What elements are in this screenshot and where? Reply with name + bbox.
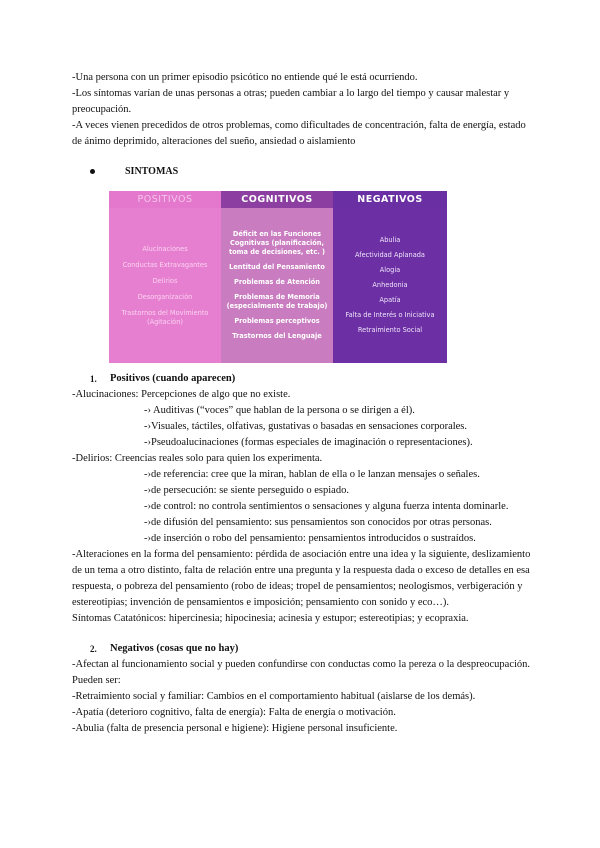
section-heading-positive: [72, 371, 532, 387]
section-line: -Alteraciones en la forma del pensamiento: pérdida de asociación entre una idea y la siguiente, deslizamiento de un tema a otro distinto, falta de relación entre una pregunta y la respuesta dada o exceso de detalles en esa respuesta, o pobreza del pensamiento (robo de ideas; tropel de pensamientos; neologismos, verbigeración y estereotipias; invención de pensamientos e imposición; pensamiento con sonido y eco…).: [72, 549, 531, 608]
negative-column: [333, 191, 447, 363]
intro-paragraph: -Una persona con un primer episodio psicótico no entiende qué le está ocurriendo.: [72, 72, 418, 83]
symptoms-heading-text: SINTOMAS: [125, 166, 179, 177]
section-line: -›Visuales, táctiles, olfativas, gustativas o basadas en sensaciones corporales.: [144, 421, 468, 432]
section-line: -Delirios: Creencias reales solo para quien los experimenta.: [72, 453, 323, 464]
symptom-item: Lentitud del Pensamiento: [229, 263, 325, 271]
symptom-item: Desorganización: [137, 292, 193, 301]
symptom-item: Trastornos del Movimiento (Agitación): [121, 308, 209, 326]
positive-header: POSITIVOS: [109, 191, 221, 208]
document-page: [72, 70, 532, 737]
symptom-item: Retraimiento Social: [357, 326, 423, 334]
section-line: -›de control: no controla sentimientos o sensaciones y alguna fuerza intenta dominarle.: [144, 501, 509, 512]
symptom-item: Alogia: [379, 266, 401, 274]
section-title: Negativos (cosas que no hay): [110, 643, 239, 654]
symptom-item: Déficit en las Funciones Cognitivas (planificación, toma de decisiones, etc. ): [228, 230, 326, 256]
positive-items: [109, 208, 221, 363]
section-line: -Abulia (falta de presencia personal e higiene): Higiene personal insuficiente.: [72, 723, 398, 734]
section-line: -Alucinaciones: Percepciones de algo que no existe.: [72, 389, 291, 400]
symptom-item: Falta de Interés o Iniciativa: [345, 311, 435, 319]
section-number: 2.: [90, 644, 97, 654]
symptom-item: Problemas perceptivos: [234, 317, 320, 325]
section-title: Positivos (cuando aparecen): [110, 373, 236, 384]
section-body-negative: [72, 657, 532, 737]
intro-block: [72, 70, 532, 150]
section-line: -Retraimiento social y familiar: Cambios en el comportamiento habitual (aislarse de los demás).: [72, 691, 476, 702]
symptom-item: Alucinaciones: [142, 244, 188, 253]
section-line: -›de difusión del pensamiento: sus pensamientos son conocidos por otras personas.: [144, 517, 492, 528]
section-body-positive: [72, 387, 532, 627]
section-number: 1.: [90, 374, 97, 384]
section-line: -› Auditivas (“voces” que hablan de la persona o se dirigen a él).: [144, 405, 415, 416]
symptom-item: Anhedonia: [372, 281, 408, 289]
cognitive-header: COGNITIVOS: [221, 191, 333, 208]
section-line: -Apatía (deterioro cognitivo, falta de energía): Falta de energía o motivación.: [72, 707, 396, 718]
symptom-item: Delirios: [152, 276, 178, 285]
section-line: -›de persecución: se siente perseguido o espiado.: [144, 485, 349, 496]
symptom-item: Apatía: [379, 296, 401, 304]
intro-paragraph: -Los síntomas varían de unas personas a otras; pueden cambiar a lo largo del tiempo y causar malestar y preocupación.: [72, 88, 510, 115]
positive-column: [109, 191, 221, 363]
symptom-item: Trastornos del Lenguaje: [232, 332, 322, 340]
section-line: -›de inserción o robo del pensamiento: pensamientos introducidos o sustraídos.: [144, 533, 476, 544]
symptom-item: Abulia: [379, 236, 401, 244]
symptom-item: Problemas de Atención: [234, 278, 320, 286]
section-line: -›Pseudoalucinaciones (formas especiales de imaginación o representaciones).: [144, 437, 473, 448]
negative-items: [333, 208, 447, 363]
section-line: -Afectan al funcionamiento social y pueden confundirse con conductas como la pereza o la despreocupación. Pueden ser:: [72, 659, 531, 686]
cognitive-items: [221, 208, 333, 363]
symptom-item: Afectividad Aplanada: [355, 251, 425, 259]
cognitive-column: [221, 191, 333, 363]
negative-header: NEGATIVOS: [333, 191, 447, 208]
bullet-icon: [90, 169, 95, 174]
section-line: Síntomas Catatónicos: hipercinesia; hipocinesia; acinesia y estupor; estereotipias; y ecopraxia.: [72, 613, 469, 624]
symptom-item: Problemas de Memoria (especialmente de trabajo): [226, 293, 328, 310]
intro-paragraph: -A veces vienen precedidos de otros problemas, como dificultades de concentración, falta de energía, estado de ánimo deprimido, alteraciones del sueño, ansiedad o aislamiento: [72, 120, 526, 147]
symptoms-table: [109, 191, 447, 363]
symptom-item: Conductas Extravagantes: [122, 260, 208, 269]
section-heading-negative: [72, 641, 532, 657]
section-line: -›de referencia: cree que la miran, hablan de ella o le lanzan mensajes o señales.: [144, 469, 480, 480]
symptoms-heading: [72, 166, 532, 177]
